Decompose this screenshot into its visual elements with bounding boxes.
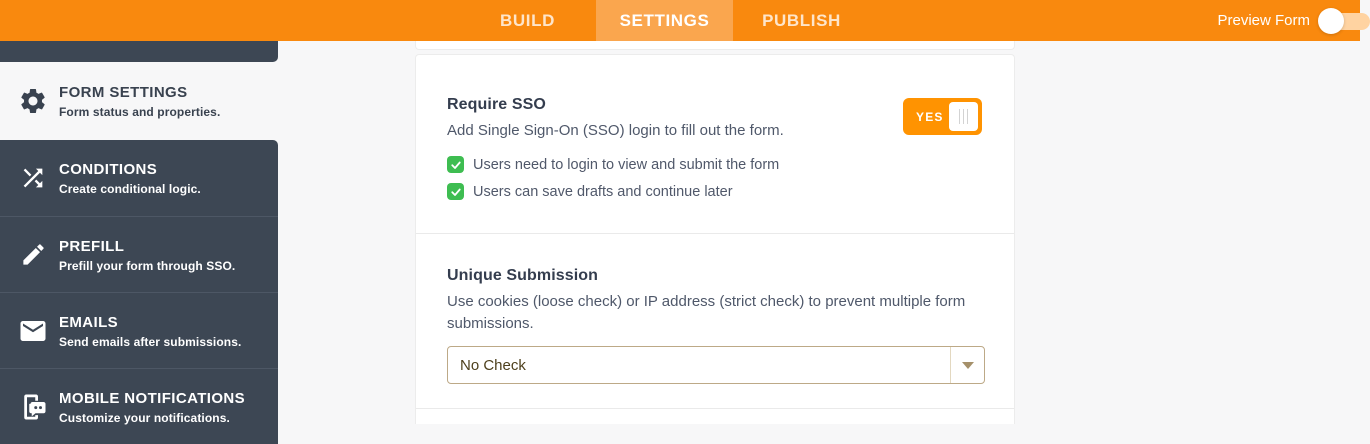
sidebar-item-prefill[interactable] — [0, 216, 278, 292]
previous-card-bottom-edge — [415, 41, 1015, 50]
crossed-arrows-icon — [16, 164, 50, 192]
nav-tabs — [459, 0, 870, 41]
sidebar-item-subtitle: Form status and properties. — [59, 105, 221, 119]
sidebar-item-subtitle: Create conditional logic. — [59, 182, 201, 196]
sso-options-list — [447, 156, 982, 200]
require-sso-toggle[interactable] — [903, 98, 982, 135]
option-label: Users need to login to view and submit the form — [473, 156, 780, 173]
checkbox-checked-icon[interactable] — [447, 156, 464, 173]
pencil-icon — [16, 241, 50, 268]
dropdown-arrow-button[interactable] — [950, 347, 984, 383]
mobile-chat-icon — [16, 392, 50, 422]
envelope-icon — [16, 316, 50, 346]
sidebar-item-subtitle: Send emails after submissions. — [59, 334, 242, 349]
sidebar-item-subtitle: Prefill your form through SSO. — [59, 258, 236, 273]
option-login-required[interactable] — [447, 156, 982, 173]
require-sso-title: Require SSO — [447, 96, 546, 113]
toggle-knob — [1318, 8, 1344, 34]
tab-publish[interactable]: PUBLISH — [762, 10, 841, 30]
sidebar-item-mobile-notifications[interactable] — [0, 368, 278, 444]
sidebar-item-title: FORM SETTINGS — [59, 84, 188, 101]
sidebar-item-title: CONDITIONS — [59, 161, 158, 178]
checkbox-checked-icon[interactable] — [447, 183, 464, 200]
sidebar-item-conditions[interactable] — [0, 140, 278, 216]
sidebar-item-clipped-top[interactable] — [0, 41, 278, 62]
sidebar-item-title: PREFILL — [59, 237, 125, 255]
toggle-grip-knob — [949, 102, 978, 131]
settings-sidebar — [0, 41, 278, 425]
toggle-yes-label: YES — [916, 110, 944, 124]
option-label: Users can save drafts and continue later — [473, 183, 733, 200]
top-nav-bar — [0, 0, 1360, 41]
require-sso-description: Add Single Sign-On (SSO) login to fill out the form. — [447, 122, 784, 139]
option-save-drafts[interactable] — [447, 183, 982, 200]
preview-form-label: Preview Form — [1217, 12, 1310, 29]
preview-form-control — [1217, 0, 1370, 41]
triangle-down-icon — [962, 362, 974, 369]
sidebar-item-title: EMAILS — [59, 313, 119, 331]
unique-submission-section — [416, 234, 1014, 409]
sidebar-item-emails[interactable] — [0, 292, 278, 368]
unique-submission-title: Unique Submission — [447, 267, 599, 284]
require-sso-section — [416, 55, 1014, 234]
tab-build[interactable]: BUILD — [500, 10, 555, 30]
dropdown-selected-value: No Check — [460, 356, 526, 374]
gear-icon — [16, 86, 50, 116]
sidebar-item-title: MOBILE NOTIFICATIONS — [59, 389, 246, 407]
sidebar-item-form-settings[interactable] — [0, 62, 278, 140]
sidebar-item-subtitle: Customize your notifications. — [59, 410, 230, 425]
tab-settings[interactable]: SETTINGS — [596, 0, 733, 41]
unique-submission-description: Use cookies (loose check) or IP address (strict check) to prevent multiple form submissions. — [447, 293, 966, 332]
unique-submission-dropdown[interactable] — [447, 346, 985, 384]
settings-card — [415, 54, 1015, 424]
preview-form-toggle[interactable] — [1318, 7, 1370, 35]
